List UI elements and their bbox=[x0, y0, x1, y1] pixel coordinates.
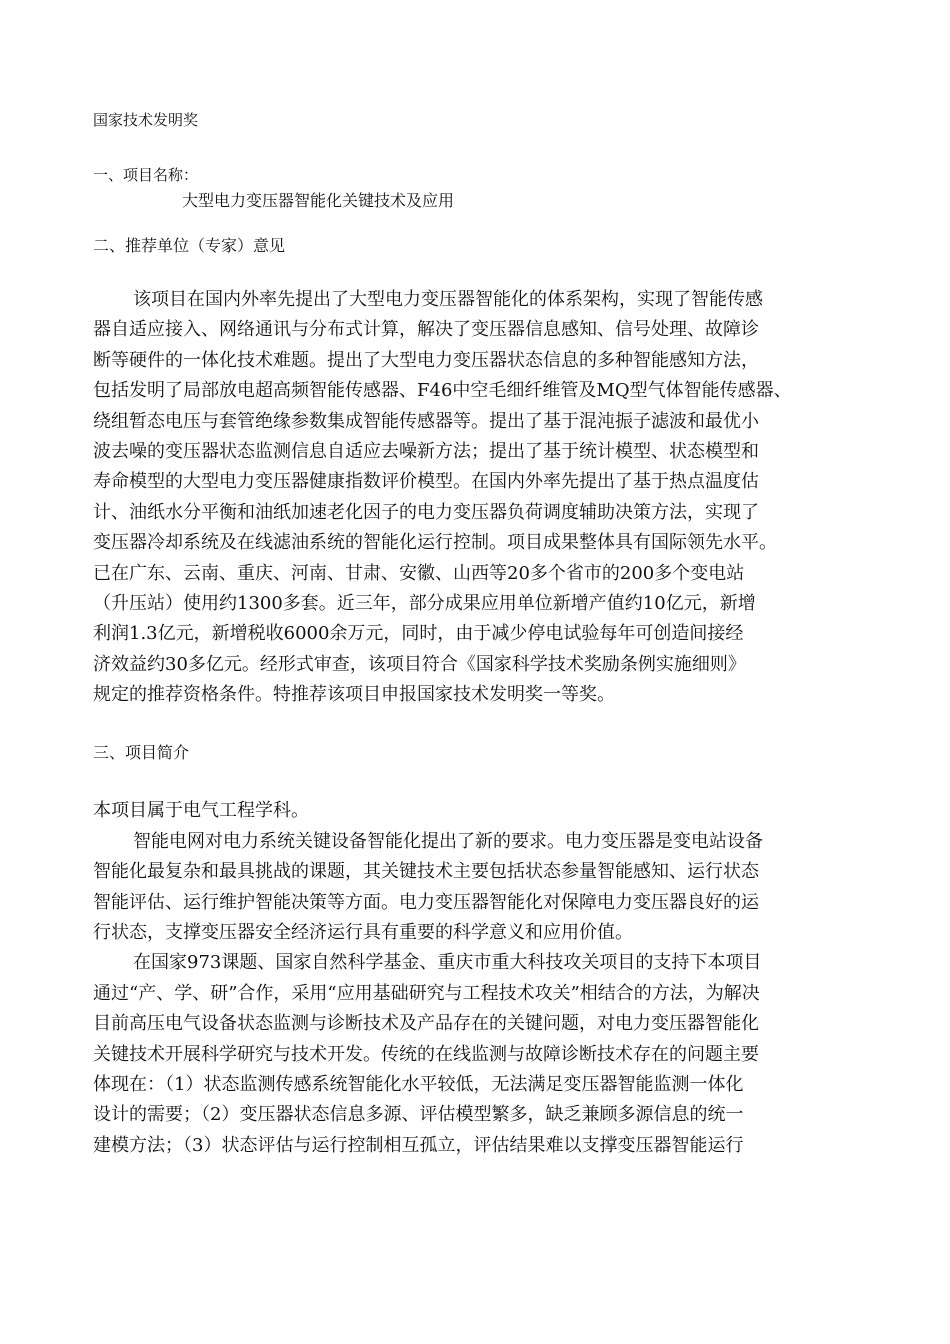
paragraph-line: 变压器冷却系统及在线滤油系统的智能化运行控制。项目成果整体具有国际领先水平。 bbox=[93, 532, 777, 554]
award-title: 国家技术发明奖 bbox=[93, 111, 199, 129]
paragraph-line: 建模方法；（3）状态评估与运行控制相互孤立，评估结果难以支撑变压器智能运行 bbox=[93, 1134, 744, 1156]
paragraph-line: 计、油纸水分平衡和油纸加速老化因子的电力变压器负荷调度辅助决策方法，实现了 bbox=[93, 501, 759, 523]
document-page bbox=[93, 100, 853, 1161]
paragraph-line: 本项目属于电气工程学科。 bbox=[93, 800, 309, 822]
paragraph-line: 济效益约30多亿元。经形式审查，该项目符合《国家科学技术奖励条例实施细则》 bbox=[93, 653, 746, 675]
section-heading-project-name: 一、项目名称： bbox=[93, 166, 199, 184]
paragraph-line: 绕组暂态电压与套管绝缘参数集成智能传感器等。提出了基于混沌振子滤波和最优小 bbox=[93, 410, 759, 432]
paragraph-line: 设计的需要；（2）变压器状态信息多源、评估模型繁多，缺乏兼顾多源信息的统一 bbox=[93, 1104, 744, 1126]
paragraph-line: 行状态，支撑变压器安全经济运行具有重要的科学意义和应用价值。 bbox=[93, 922, 633, 944]
paragraph-line: 目前高压电气设备状态监测与诊断技术及产品存在的关键问题，对电力变压器智能化 bbox=[93, 1013, 759, 1035]
paragraph-line: 智能电网对电力系统关键设备智能化提出了新的要求。电力变压器是变电站设备 bbox=[133, 830, 763, 852]
paragraph-line: 体现在：（1）状态监测传感系统智能化水平较低，无法满足变压器智能监测一体化 bbox=[93, 1073, 744, 1095]
paragraph-line: （升压站）使用约1300多套。近三年，部分成果应用单位新增产值约10亿元，新增 bbox=[93, 592, 756, 614]
paragraph-line: 该项目在国内外率先提出了大型电力变压器智能化的体系架构，实现了智能传感 bbox=[133, 289, 763, 310]
paragraph-line: 寿命模型的大型电力变压器健康指数评价模型。在国内外率先提出了基于热点温度估 bbox=[93, 471, 759, 493]
paragraph-line: 器自适应接入、网络通讯与分布式计算，解决了变压器信息感知、信号处理、故障诊 bbox=[93, 319, 759, 341]
paragraph-line: 波去噪的变压器状态监测信息自适应去噪新方法；提出了基于统计模型、状态模型和 bbox=[93, 440, 759, 462]
section-heading-introduction: 三、项目简介 bbox=[93, 743, 190, 763]
introduction-paragraphs bbox=[93, 796, 853, 1161]
project-name: 大型电力变压器智能化关键技术及应用 bbox=[182, 191, 455, 210]
paragraph-line: 在国家973课题、国家自然科学基金、重庆市重大科技攻关项目的支持下本项目 bbox=[133, 952, 762, 974]
paragraph-line: 通过“产、学、研”合作，采用“应用基础研究与工程技术攻关”相结合的方法，为解决 bbox=[93, 982, 760, 1004]
paragraph-line: 关键技术开展科学研究与技术开发。传统的在线监测与故障诊断技术存在的问题主要 bbox=[93, 1043, 759, 1065]
section-heading-recommendation: 二、推荐单位（专家）意见 bbox=[93, 236, 286, 255]
paragraph-line: 规定的推荐资格条件。特推荐该项目申报国家技术发明奖一等奖。 bbox=[93, 684, 615, 706]
paragraph-line: 利润1.3亿元，新增税收6000余万元，同时，由于减少停电试验每年可创造间接经 bbox=[93, 623, 744, 645]
recommendation-paragraph bbox=[93, 285, 853, 710]
paragraph-line: 断等硬件的一体化技术难题。提出了大型电力变压器状态信息的多种智能感知方法， bbox=[93, 349, 759, 371]
paragraph-line: 包括发明了局部放电超高频智能传感器、F46中空毛细纤维管及MQ型气体智能传感器、 bbox=[93, 380, 792, 402]
paragraph-line: 智能评估、运行维护智能决策等方面。电力变压器智能化对保障电力变压器良好的运 bbox=[93, 891, 759, 913]
paragraph-line: 智能化最复杂和最具挑战的课题，其关键技术主要包括状态参量智能感知、运行状态 bbox=[93, 861, 759, 883]
paragraph-line: 已在广东、云南、重庆、河南、甘肃、安徽、山西等20多个省市的200多个变电站 bbox=[93, 562, 745, 584]
